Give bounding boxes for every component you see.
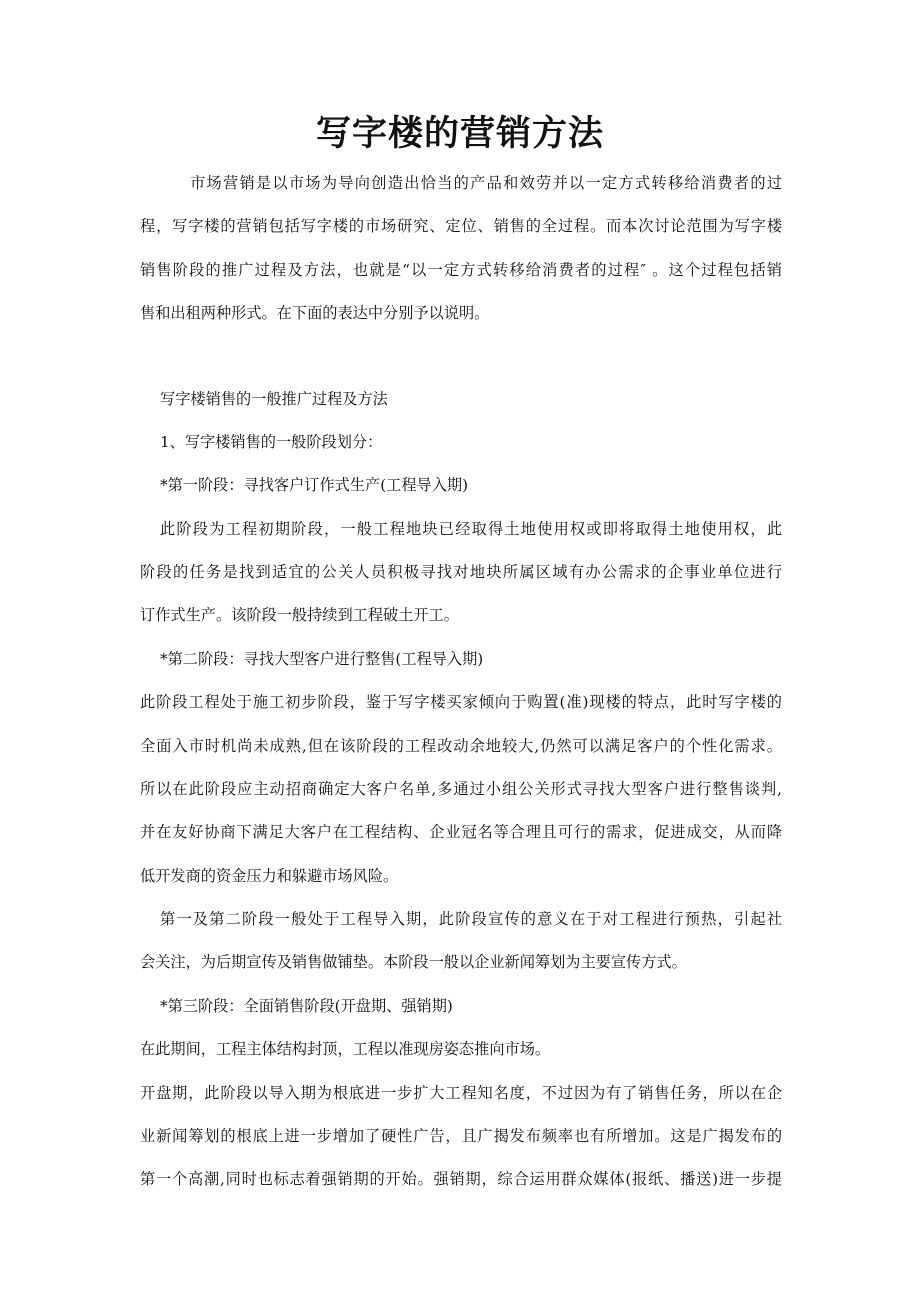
paragraph-line: 第一及第二阶段一般处于工程导入期，此阶段宣传的意义在于对工程进行预热，引起社	[160, 910, 782, 928]
subsection-heading: 1、写字楼销售的一般阶段划分：	[160, 433, 383, 451]
paragraph-line: 订作式生产。该阶段一般持续到工程破土开工。	[140, 606, 459, 624]
paragraph-line: 此阶段工程处于施工初步阶段，鉴于写字楼买家倾向于购置(准)现楼的特点，此时写字楼的	[140, 693, 782, 711]
paragraph-line: 市场营销是以市场为导向创造出恰当的产品和效劳并以一定方式转移给消费者的过	[190, 174, 782, 192]
document-title: 写字楼的营销方法	[315, 113, 604, 154]
paragraph-line: 程，写字楼的营销包括写字楼的市场研究、定位、销售的全过程。而本次讨论范围为写字楼	[140, 217, 782, 235]
stage-heading: *第二阶段：寻找大型客户进行整售(工程导入期)	[160, 650, 484, 668]
paragraph-line: 全面入市时机尚未成熟,但在该阶段的工程改动余地较大,仍然可以满足客户的个性化需求。	[140, 737, 782, 755]
paragraph-line: 销售阶段的推广过程及方法，也就是“以一定方式转移给消费者的过程″ 。这个过程包括销	[140, 261, 782, 279]
section-heading: 写字楼销售的一般推广过程及方法	[160, 390, 388, 408]
stage-heading: *第三阶段：全面销售阶段(开盘期、强销期)	[160, 997, 453, 1015]
paragraph-line: 在此期间，工程主体结构封顶，工程以准现房姿态推向市场。	[140, 1040, 551, 1058]
paragraph-line: 业新闻筹划的根底上进一步增加了硬性广告，且广揭发布频率也有所增加。这是广揭发布的	[140, 1127, 782, 1145]
paragraph-line: 所以在此阶段应主动招商确定大客户名单,多通过小组公关形式寻找大型客户进行整售谈判,	[140, 780, 782, 798]
paragraph-line: 低开发商的资金压力和躲避市场风险。	[140, 867, 399, 885]
paragraph-line: 第一个高潮,同时也标志着强销期的开始。强销期，综合运用群众媒体(报纸、播送)进一步提	[140, 1170, 782, 1188]
paragraph-line: 会关注，为后期宣传及销售做铺垫。本阶段一般以企业新闻筹划为主要宣传方式。	[140, 953, 687, 971]
paragraph-line: 开盘期，此阶段以导入期为根底进一步扩大工程知名度，不过因为有了销售任务，所以在企	[140, 1084, 782, 1102]
stage-heading: *第一阶段：寻找客户订作式生产(工程导入期)	[160, 476, 469, 494]
paragraph-line: 阶段的任务是找到适宜的公关人员积极寻找对地块所属区域有办公需求的企事业单位进行	[140, 563, 782, 581]
paragraph-line: 售和出租两种形式。在下面的表达中分别予以说明。	[140, 304, 490, 322]
paragraph-line: 此阶段为工程初期阶段，一般工程地块已经取得土地使用权或即将取得土地使用权，此	[160, 520, 782, 538]
paragraph-line: 并在友好协商下满足大客户在工程结构、企业冠名等合理且可行的需求，促进成交，从而降	[140, 823, 782, 841]
